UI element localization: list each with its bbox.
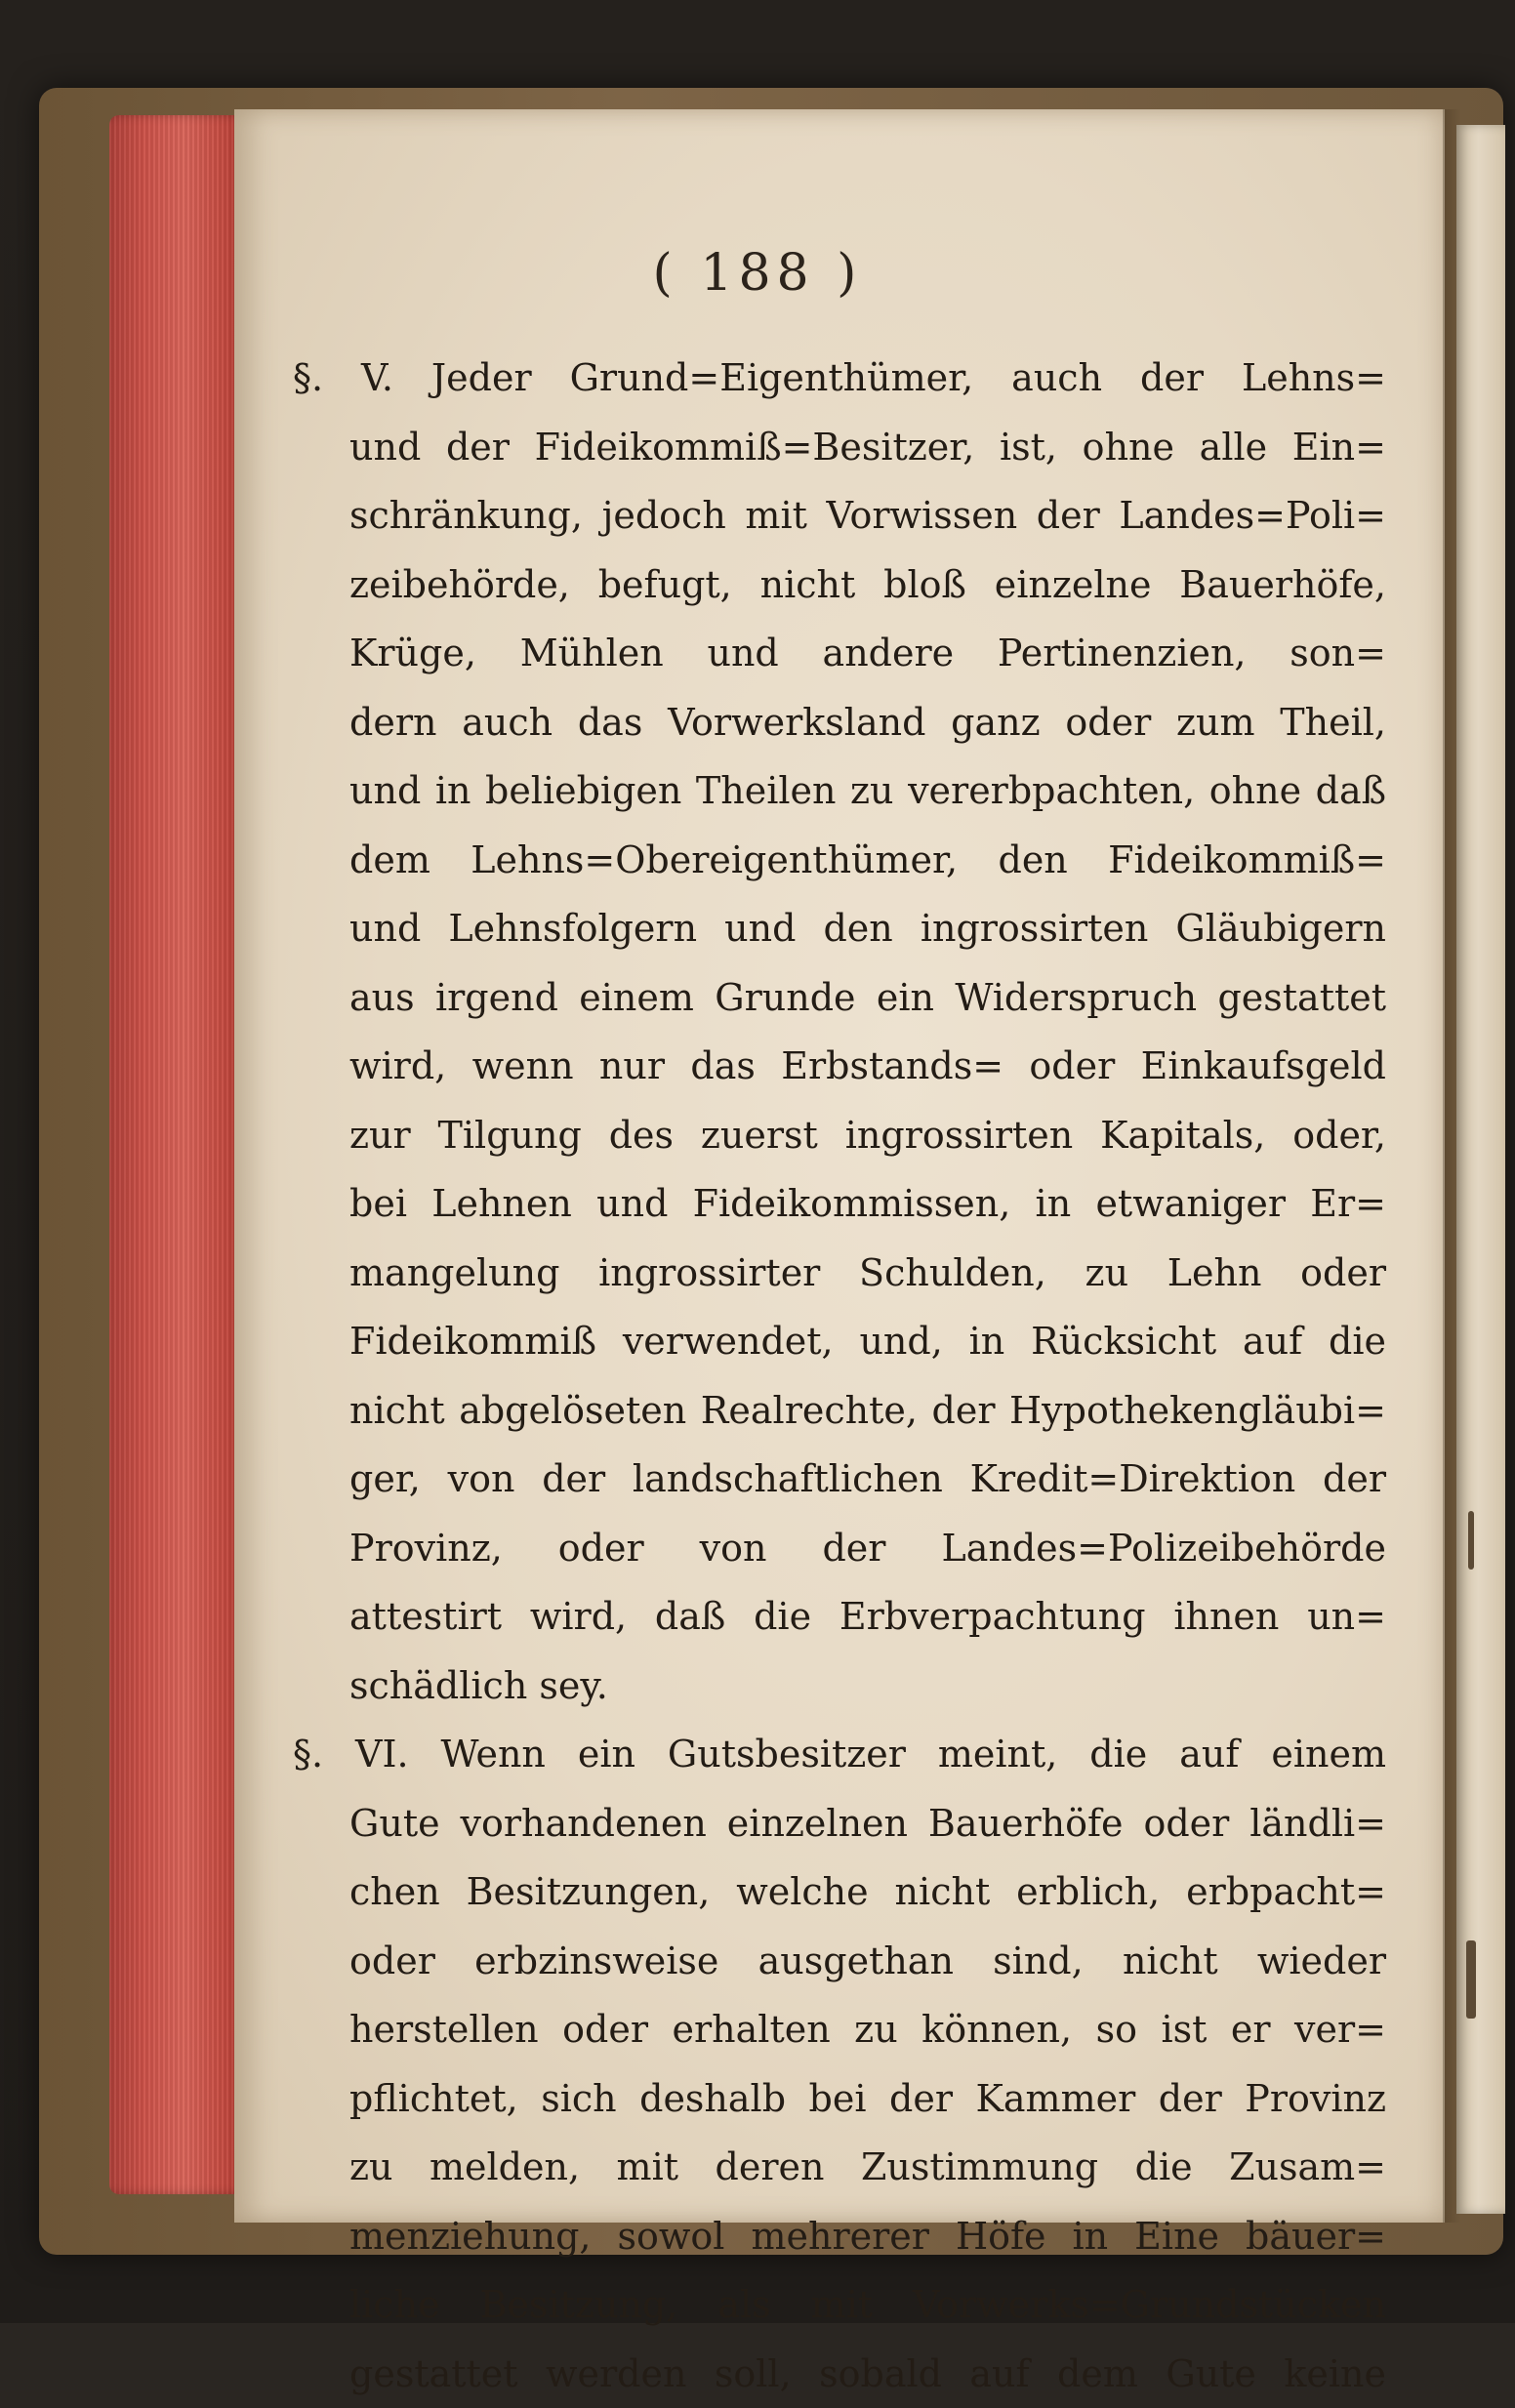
text-line: dern auch das Vorwerksland ganz oder zum Theil, [293, 688, 1386, 757]
text-line: pflichtet, sich deshalb bei der Kammer der Provinz [293, 2064, 1386, 2134]
text-line: schädlich sey. [293, 1652, 1386, 1721]
red-page-edges [109, 115, 246, 2194]
text-line: und in beliebigen Theilen zu vererbpachten, ohne daß [293, 756, 1386, 826]
text-line: gestattet werden soll, sobald auf dem Gute keine [293, 2340, 1386, 2408]
text-line: und der Fideikommiß=Besitzer, ist, ohne alle Ein= [293, 413, 1386, 482]
text-line: §. VI. Wenn ein Gutsbesitzer meint, die auf einem [293, 1720, 1386, 1789]
text-line: zeibehörde, befugt, nicht bloß einzelne Bauerhöfe, [293, 551, 1386, 620]
text-line: Krüge, Mühlen und andere Pertinenzien, son= [293, 619, 1386, 688]
gutter-shadow [1443, 109, 1460, 2223]
text-line: oder erbzinsweise ausgethan sind, nicht wieder [293, 1927, 1386, 1996]
body-text [293, 344, 1386, 2408]
text-line: ger, von der landschaftlichen Kredit=Direktion der [293, 1445, 1386, 1514]
text-line: §. V. Jeder Grund=Eigenthümer, auch der Lehns= [293, 344, 1386, 413]
page-number: ( 188 ) [0, 244, 1515, 303]
text-line: Gute vorhandenen einzelnen Bauerhöfe oder ländli= [293, 1789, 1386, 1858]
text-line: menziehung, sowol mehrerer Höfe in Eine bäuer= [293, 2202, 1386, 2271]
text-line: zu melden, mit deren Zustimmung die Zusam= [293, 2133, 1386, 2202]
text-line: liche Besitzung, als mit Vorwerks=Grundstücken [293, 2270, 1386, 2340]
ink-bleed-mark [1466, 1940, 1476, 2019]
text-line: mangelung ingrossirter Schulden, zu Lehn oder [293, 1239, 1386, 1308]
text-line: nicht abgelöseten Realrechte, der Hypothekengläubi= [293, 1376, 1386, 1446]
text-line: attestirt wird, daß die Erbverpachtung ihnen un= [293, 1582, 1386, 1652]
text-line: herstellen oder erhalten zu können, so ist er ver= [293, 1995, 1386, 2064]
text-line: chen Besitzungen, welche nicht erblich, erbpacht= [293, 1857, 1386, 1927]
text-line: dem Lehns=Obereigenthümer, den Fideikommiß= [293, 826, 1386, 895]
text-line: schränkung, jedoch mit Vorwissen der Landes=Poli= [293, 481, 1386, 551]
text-line: bei Lehnen und Fideikommissen, in etwaniger Er= [293, 1169, 1386, 1239]
text-line: wird, wenn nur das Erbstands= oder Einkaufsgeld [293, 1032, 1386, 1101]
text-line: aus irgend einem Grunde ein Widerspruch gestattet [293, 963, 1386, 1033]
ink-bleed-mark [1468, 1511, 1474, 1570]
text-line: Fideikommiß verwendet, und, in Rücksicht auf die [293, 1307, 1386, 1376]
text-line: zur Tilgung des zuerst ingrossirten Kapitals, oder, [293, 1101, 1386, 1170]
text-line: Provinz, oder von der Landes=Polizeibehörde [293, 1514, 1386, 1583]
text-line: und Lehnsfolgern und den ingrossirten Gläubigern [293, 894, 1386, 963]
next-page-edge [1456, 125, 1505, 2214]
